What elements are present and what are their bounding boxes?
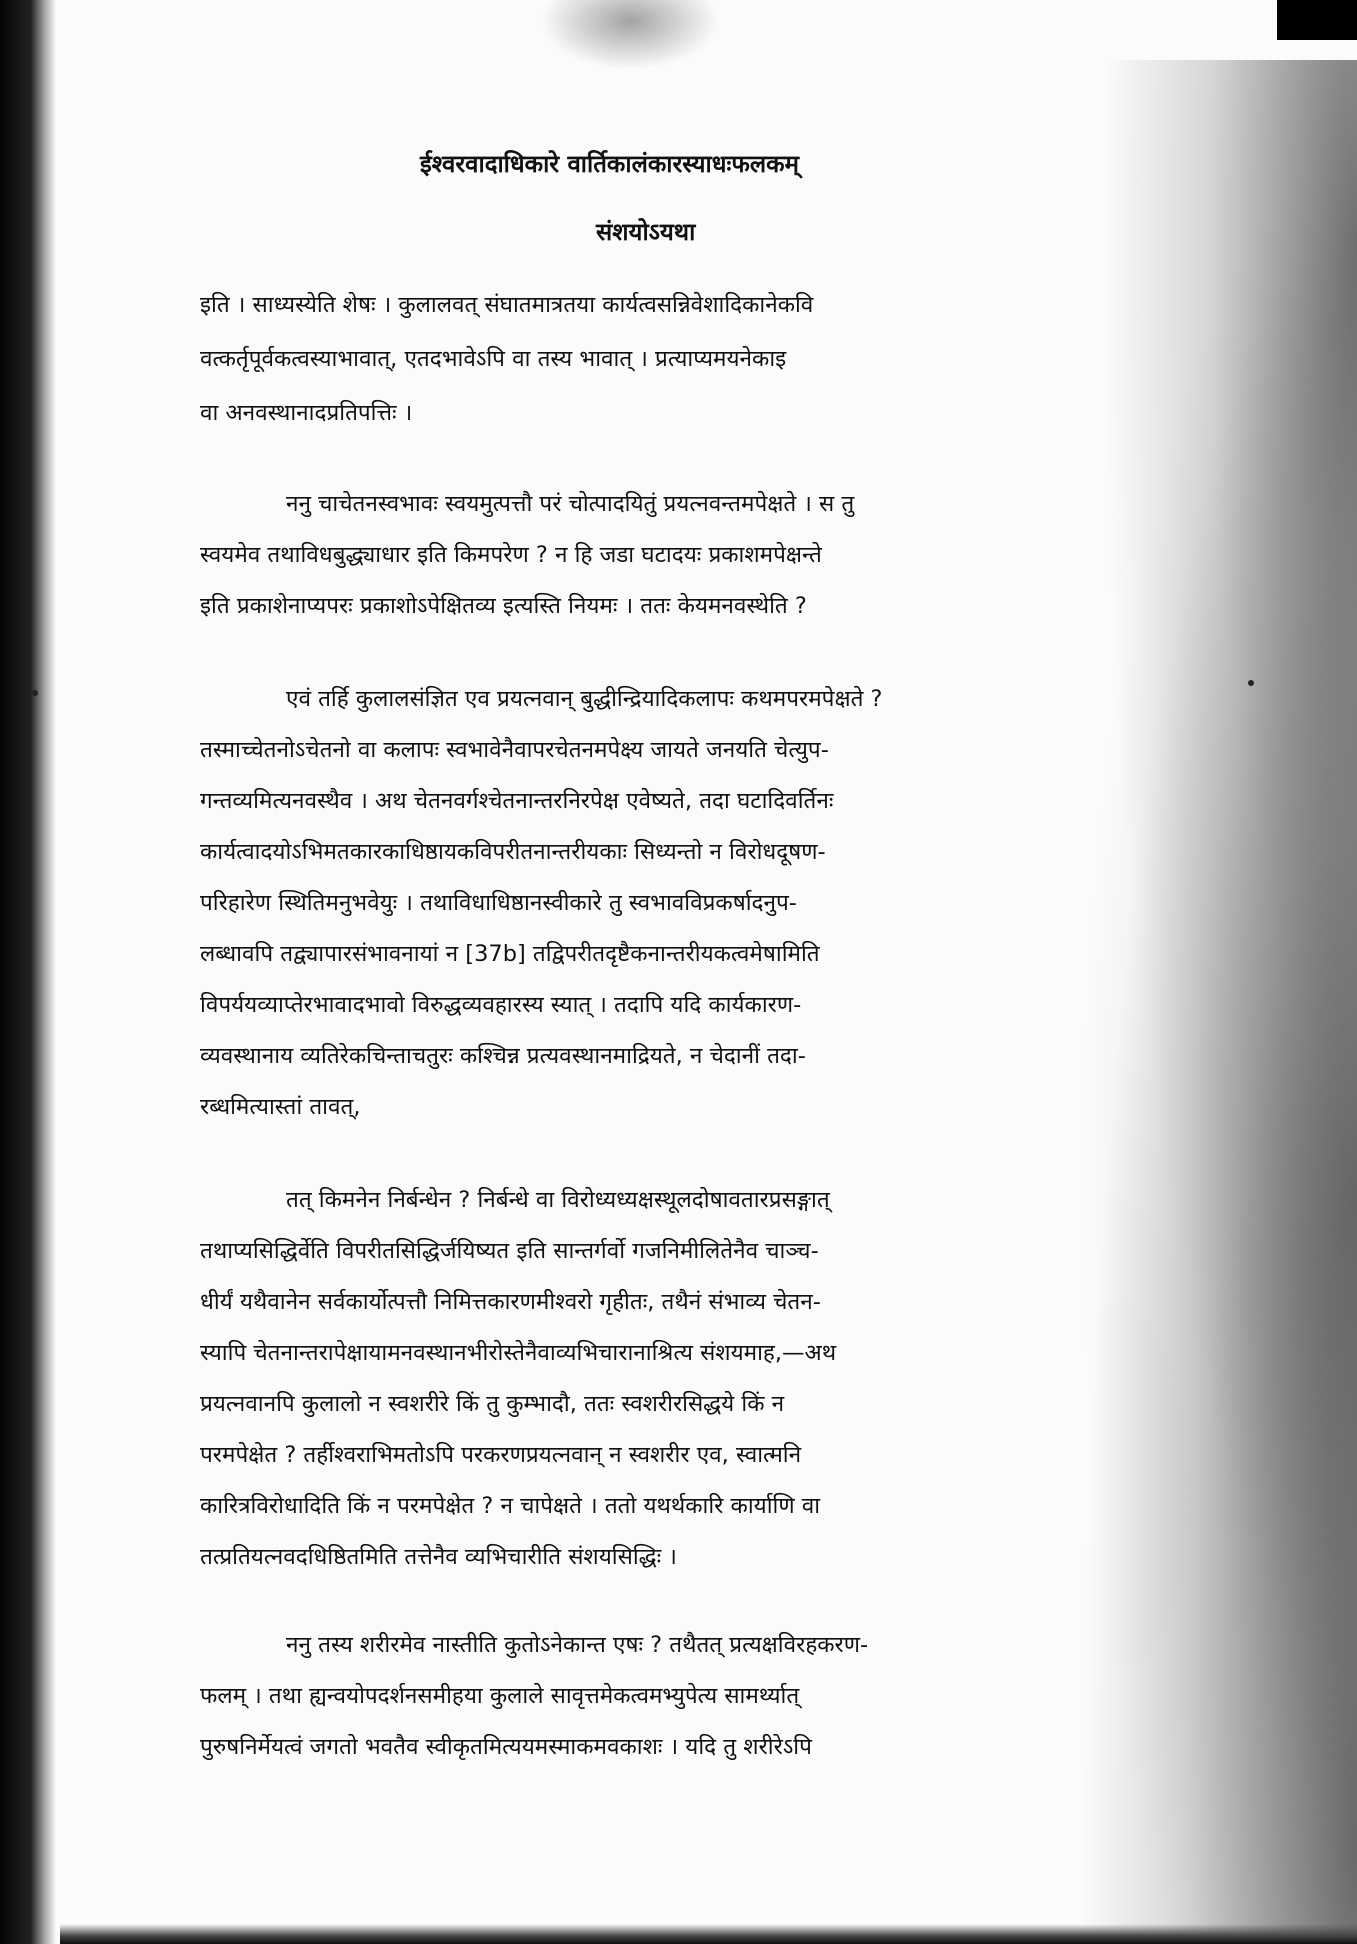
scan-speck: [32, 690, 38, 696]
text-line: कारित्रविरोधादिति किं न परमपेक्षेत ? न चापेक्षते । ततो यथर्थकारि कार्याणि वा: [200, 1493, 821, 1519]
text-line: स्यापि चेतनान्तरापेक्षायामनवस्थानभीरोस्तेनैवाव्यभिचारानाश्रित्य संशयमाह,—अथ: [200, 1340, 837, 1366]
text-line: तस्माच्चेतनोऽचेतनो वा कलापः स्वभावेनैवापरचेतनमपेक्ष्य जायते जनयति चेत्युप-: [200, 737, 829, 763]
text-line: एवं तर्हि कुलालसंज्ञित एव प्रयत्नवान् बुद्धीन्द्रियादिकलापः कथमपरमपेक्षते ?: [286, 686, 883, 712]
scan-right-shadow: [1057, 60, 1357, 1944]
text-line: विपर्ययव्याप्तेरभावादभावो विरुद्धव्यवहारस्य स्यात् । तदापि यदि कार्यकारण-: [200, 992, 802, 1018]
text-line: प्रयत्नवानपि कुलालो न स्वशरीरे किं तु कुम्भादौ, ततः स्वशरीरसिद्धये किं न: [200, 1391, 785, 1417]
text-line: लब्धावपि तद्व्यापारसंभावनायां न [37b] तद्विपरीतदृष्टैकनान्तरीयकत्वमेषामिति: [200, 941, 820, 967]
text-line: स्वयमेव तथाविधबुद्ध्याधार इति किमपरेण ? न हि जडा घटादयः प्रकाशमपेक्षन्ते: [200, 542, 822, 568]
scan-bottom-edge: [60, 1924, 1357, 1944]
text-line: परिहारेण स्थितिमनुभवेयुः । तथाविधाधिष्ठानस्वीकारे तु स्वभावविप्रकर्षादनुप-: [200, 890, 797, 916]
text-line: धीर्यं यथैवानेन सर्वकार्योत्पत्तौ निमित्तकारणमीश्वरो गृहीतः, तथैनं संभाव्य चेतन-: [200, 1289, 821, 1315]
text-line: तथाप्यसिद्धिर्वेति विपरीतसिद्धिर्जयिष्यत इति सान्तर्गर्वो गजनिमीलितेनैव चाञ्च-: [200, 1238, 819, 1264]
text-line: व्यवस्थानाय व्यतिरेकचिन्ताचतुरः कश्चिन्न प्रत्यवस्थानमाद्रियते, न चेदानीं तदा-: [200, 1043, 806, 1069]
text-line: वत्कर्तृपूर्वकत्वस्याभावात्, एतदभावेऽपि वा तस्य भावात् । प्रत्याप्यमयनेकाइ: [200, 346, 787, 372]
scan-top-smudge: [540, 0, 720, 70]
running-header: ईश्वरवादाधिकारे वार्तिकालंकारस्याधःफलकम्: [420, 150, 799, 178]
text-line: ननु चाचेतनस्वभावः स्वयमुत्पत्तौ परं चोत्पादयितुं प्रयत्नवन्तमपेक्षते । स तु: [286, 491, 855, 517]
text-line: इति । साध्यस्येति शेषः । कुलालवत् संघातमात्रतया कार्यत्वसन्निवेशादिकानेकवि: [200, 292, 814, 318]
text-line: वा अनवस्थानादप्रतिपत्तिः ।: [200, 400, 413, 426]
text-line: रब्धमित्यास्तां तावत्,: [200, 1094, 361, 1120]
scan-left-edge: [0, 0, 56, 1944]
text-line: इति प्रकाशेनाप्यपरः प्रकाशोऽपेक्षितव्य इत्यस्ति नियमः । ततः केयमनवस्थेति ?: [200, 593, 807, 619]
text-line: फलम् । तथा ह्यन्वयोपदर्शनसमीहया कुलाले सावृत्तमेकत्वमभ्युपेत्य सामर्थ्यात्: [200, 1683, 800, 1709]
scan-speck: [1248, 680, 1254, 686]
text-line: तत्प्रतियत्नवदधिष्ठितमिति तत्तेनैव व्यभिचारीति संशयसिद्धिः ।: [200, 1544, 677, 1570]
text-line: परमपेक्षेत ? तर्हीश्वराभिमतोऽपि परकरणप्रयत्नवान् न स्वशरीर एव, स्वात्मनि: [200, 1442, 802, 1468]
text-line: ननु तस्य शरीरमेव नास्तीति कुतोऽनेकान्त एषः ? तथैतत् प्रत्यक्षविरहकरण-: [286, 1632, 869, 1658]
scan-corner: [1277, 0, 1357, 40]
text-line: पुरुषनिर्मेयत्वं जगतो भवतैव स्वीकृतमित्ययमस्माकमवकाशः । यदि तु शरीरेऽपि: [200, 1734, 812, 1760]
section-heading: संशयोऽयथा: [596, 218, 696, 246]
text-line: कार्यत्वादयोऽभिमतकारकाधिष्ठायकविपरीतनान्तरीयकाः सिध्यन्तो न विरोधदूषण-: [200, 839, 826, 865]
text-line: गन्तव्यमित्यनवस्थैव । अथ चेतनवर्गश्चेतनान्तरनिरपेक्ष एवेष्यते, तदा घटादिवर्तिनः: [200, 788, 834, 814]
text-line: तत् किमनेन निर्बन्धेन ? निर्बन्धे वा विरोध्यध्यक्षस्थूलदोषावतारप्रसङ्गात्: [286, 1187, 830, 1213]
